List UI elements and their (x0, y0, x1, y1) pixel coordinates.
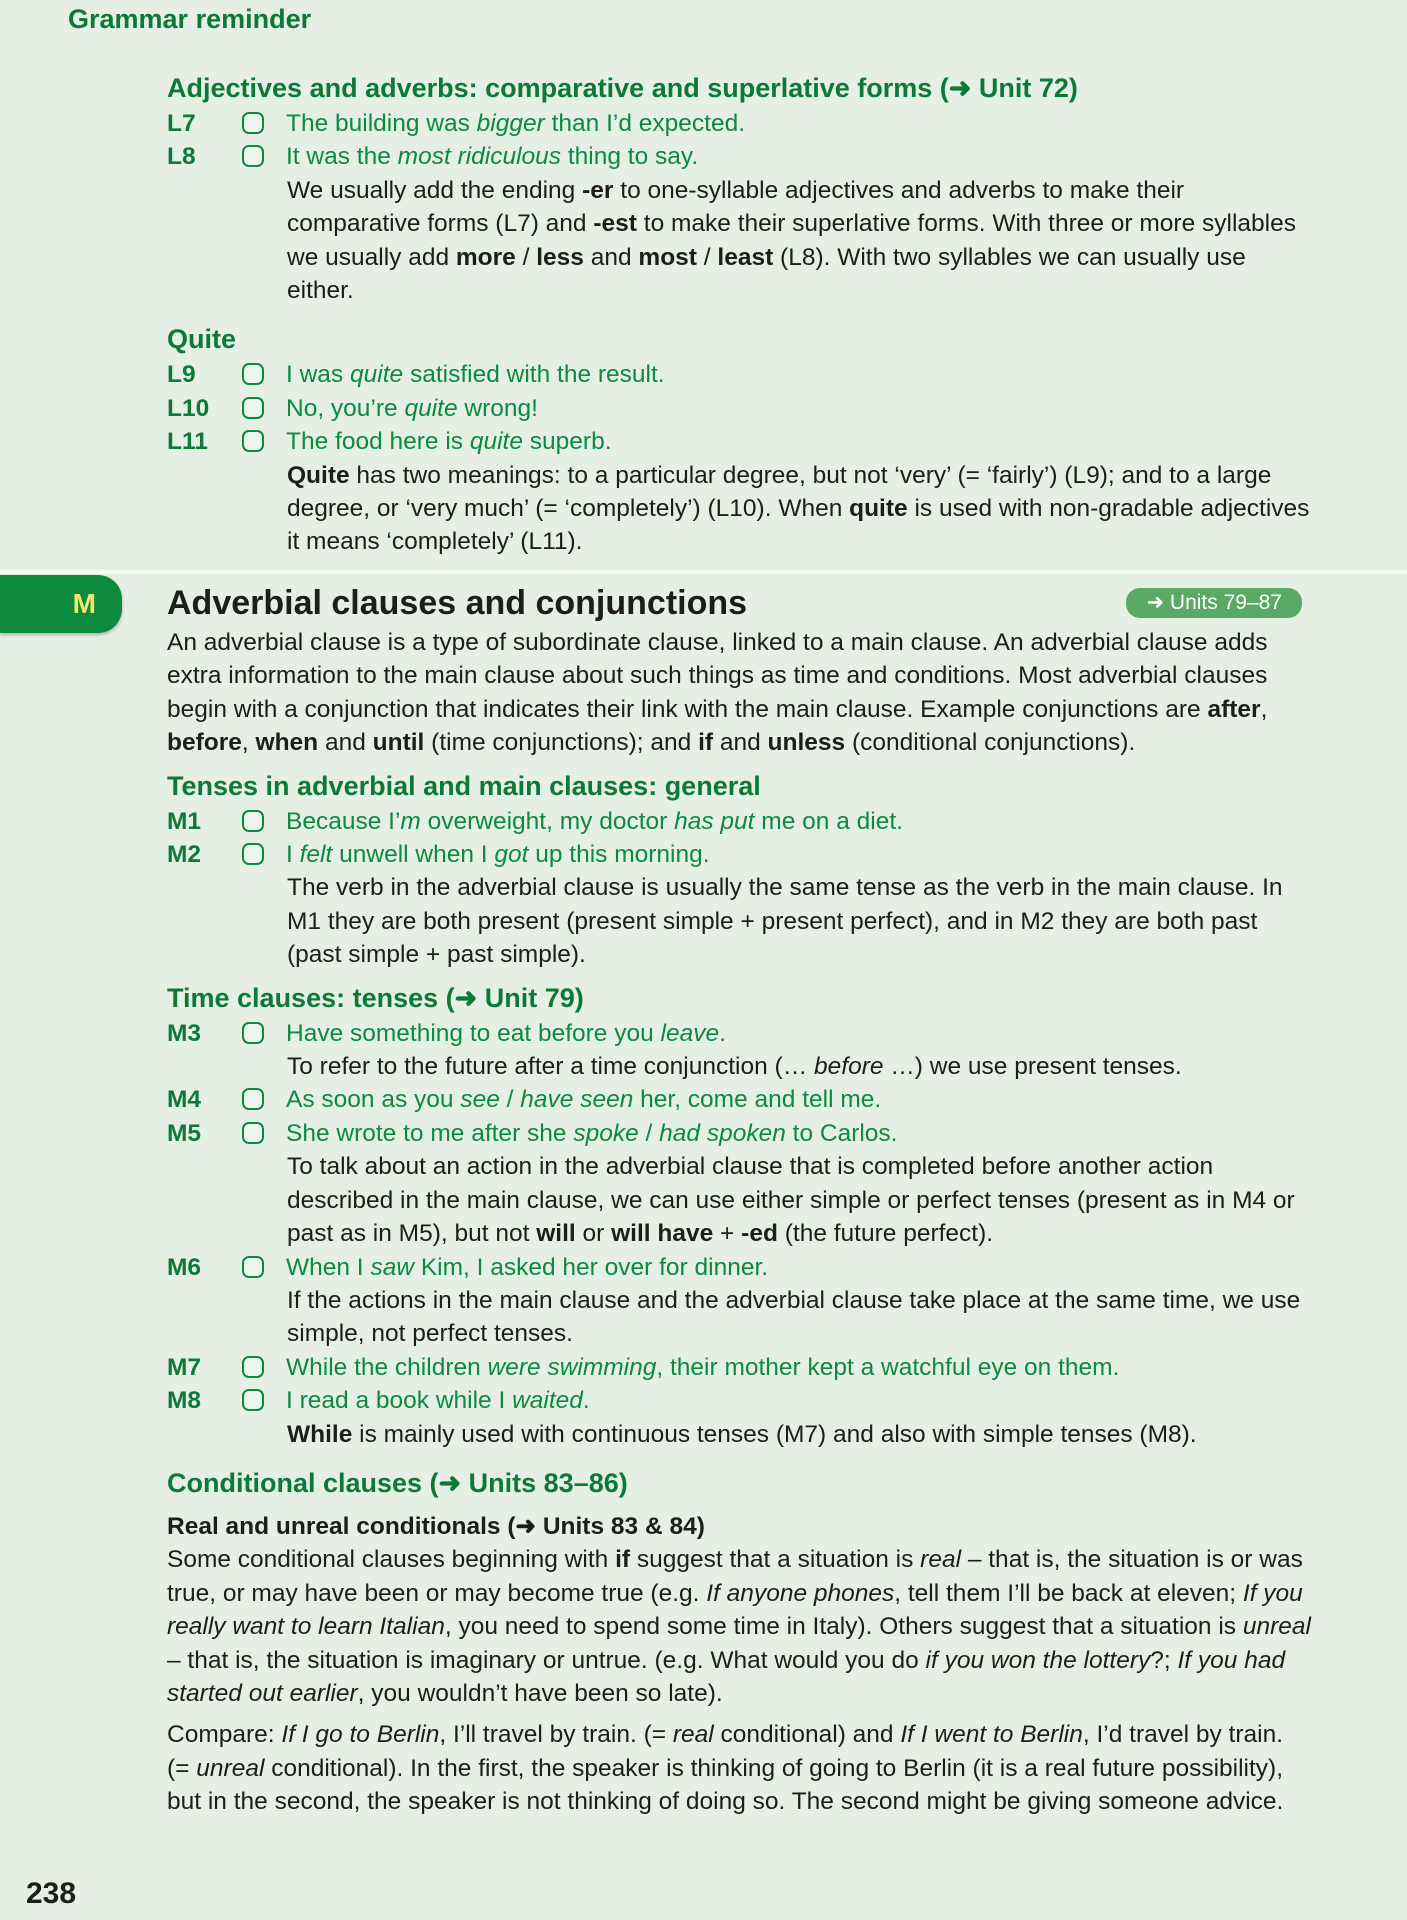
quite-heading: Quite (167, 324, 237, 355)
example-code: L8 (167, 143, 196, 171)
section-intro: An adverbial clause is a type of subordinate clause, linked to a main clause. An adverbial clause adds extra information to the main clause about such things as time and conditions. Most adverbial clauses begin with a conjunction that indicates their link with the main clause. Example conjunctions are after, before, when and until (time conjunctions); and if and unless (conditional conjunctions). (167, 629, 1268, 757)
example-code: L11 (167, 428, 208, 456)
section-l-content (167, 70, 1312, 559)
example-row (167, 140, 1312, 173)
checkbox[interactable] (242, 810, 264, 832)
checkbox[interactable] (242, 1356, 264, 1378)
example-row (167, 1117, 1312, 1150)
time-clauses-heading: Time clauses: tenses (➜ Unit 79) (167, 982, 584, 1013)
checkbox[interactable] (242, 843, 264, 865)
example-row (167, 1384, 1312, 1417)
checkbox[interactable] (242, 430, 264, 452)
page-number: 238 (26, 1877, 77, 1910)
explanation: To talk about an action in the adverbial clause that is completed before another action described in the main clause, we can use either simple or perfect tenses (present as in M4 or past as in M5), but not will or will have + -ed (the future perfect). (287, 1153, 1295, 1248)
example-code: M2 (167, 841, 202, 869)
example-row (167, 838, 1312, 871)
checkbox[interactable] (242, 1022, 264, 1044)
example-sentence: The building was bigger than I’d expected. (286, 110, 746, 137)
example-code: M3 (167, 1019, 202, 1047)
example-code: L10 (167, 394, 210, 422)
conditional-paragraph: Compare: If I go to Berlin, I’ll travel by train. (= real conditional) and If I went to Berlin, I’d travel by train. (= unreal conditional). In the first, the speaker is thinking of going to Berlin (it is a real future possibility), but in the second, the speaker is not thinking of doing so. The second might be giving someone advice. (167, 1721, 1284, 1816)
example-row (167, 1351, 1312, 1384)
section-tab-m: M (0, 575, 122, 633)
page-header-title: Grammar reminder (68, 4, 312, 34)
checkbox[interactable] (242, 112, 264, 134)
example-code: M1 (167, 807, 202, 835)
example-row (167, 358, 1312, 391)
explanation: To refer to the future after a time conjunction (… before …) we use present tenses. (287, 1053, 1182, 1081)
example-sentence: The food here is quite superb. (286, 428, 612, 456)
checkbox[interactable] (242, 1389, 264, 1411)
checkbox[interactable] (242, 1088, 264, 1110)
example-row (167, 805, 1312, 838)
section-title: Adverbial clauses and conjunctions (167, 584, 748, 622)
conditional-heading: Conditional clauses (➜ Units 83–86) (167, 1467, 628, 1498)
conditional-paragraph: Some conditional clauses beginning with if suggest that a situation is real – that is, the situation is or was true, or may have been or may become true (e.g. If anyone phones, tell them I’ll be back at eleven; If you really want to learn Italian, you need to spend some time in Italy). Others suggest that a situation is unreal – that is, the situation is imaginary or untrue. (e.g. What would you do if you won the lottery?; If you had started out earlier, you wouldn’t have been so late). (167, 1546, 1311, 1707)
example-code: M6 (167, 1253, 202, 1281)
example-row (167, 392, 1312, 425)
checkbox[interactable] (242, 363, 264, 385)
section-divider (0, 570, 1407, 574)
explanation: If the actions in the main clause and the adverbial clause take place at the same time, we use simple, not perfect tenses. (287, 1286, 1301, 1348)
example-sentence: It was the most ridiculous thing to say. (286, 143, 699, 171)
example-sentence: Because I’m overweight, my doctor has put me on a diet. (286, 807, 903, 835)
explanation: We usually add the ending -er to one-syllable adjectives and adverbs to make their comparative forms (L7) and -est to make their superlative forms. With three or more syllables we usually add more / less and most / least (L8). With two syllables we can usually use either. (287, 176, 1296, 305)
units-badge[interactable]: ➜ Units 79–87 (1126, 588, 1302, 618)
checkbox[interactable] (242, 1256, 264, 1278)
comparatives-heading: Adjectives and adverbs: comparative and superlative forms (➜ Unit 72) (167, 73, 1078, 103)
example-sentence: I read a book while I waited. (286, 1387, 590, 1415)
example-code: M5 (167, 1119, 202, 1147)
example-code: L9 (167, 361, 196, 389)
example-sentence: No, you’re quite wrong! (286, 394, 538, 422)
example-row (167, 107, 1312, 140)
tenses-heading: Tenses in adverbial and main clauses: general (167, 770, 761, 801)
example-sentence: While the children were swimming, their mother kept a watchful eye on them. (286, 1353, 1120, 1381)
example-sentence: She wrote to me after she spoke / had spoken to Carlos. (286, 1119, 898, 1147)
checkbox[interactable] (242, 397, 264, 419)
conditional-subheading: Real and unreal conditionals (➜ Units 83 & 84) (167, 1512, 705, 1540)
checkbox[interactable] (242, 145, 264, 167)
checkbox[interactable] (242, 1122, 264, 1144)
example-row (167, 425, 1312, 458)
example-sentence: As soon as you see / have seen her, come and tell me. (286, 1086, 882, 1114)
example-sentence: I was quite satisfied with the result. (286, 361, 665, 389)
example-row (167, 1251, 1312, 1284)
example-row (167, 1017, 1312, 1050)
example-sentence: I felt unwell when I got up this morning. (286, 841, 710, 869)
example-sentence: Have something to eat before you leave. (286, 1019, 726, 1047)
example-code: M4 (167, 1086, 202, 1114)
section-m-content (167, 580, 1312, 1819)
explanation: The verb in the adverbial clause is usually the same tense as the verb in the main clause. In M1 they are both present (present simple + present perfect), and in M2 they are both past (past simple + past simple). (287, 874, 1283, 969)
example-sentence: When I saw Kim, I asked her over for dinner. (286, 1253, 769, 1281)
example-row (167, 1083, 1312, 1116)
section-title-bar (167, 580, 1302, 626)
explanation: While is mainly used with continuous tenses (M7) and also with simple tenses (M8). (287, 1420, 1197, 1448)
example-code: M7 (167, 1353, 202, 1381)
example-code: L7 (167, 110, 196, 137)
explanation: Quite has two meanings: to a particular degree, but not ‘very’ (= ‘fairly’) (L9); and to a large degree, or ‘very much’ (= ‘completely’) (L10). When quite is used with non-gradable adjectives it means ‘completely’ (L11). (287, 461, 1310, 556)
example-code: M8 (167, 1387, 202, 1415)
